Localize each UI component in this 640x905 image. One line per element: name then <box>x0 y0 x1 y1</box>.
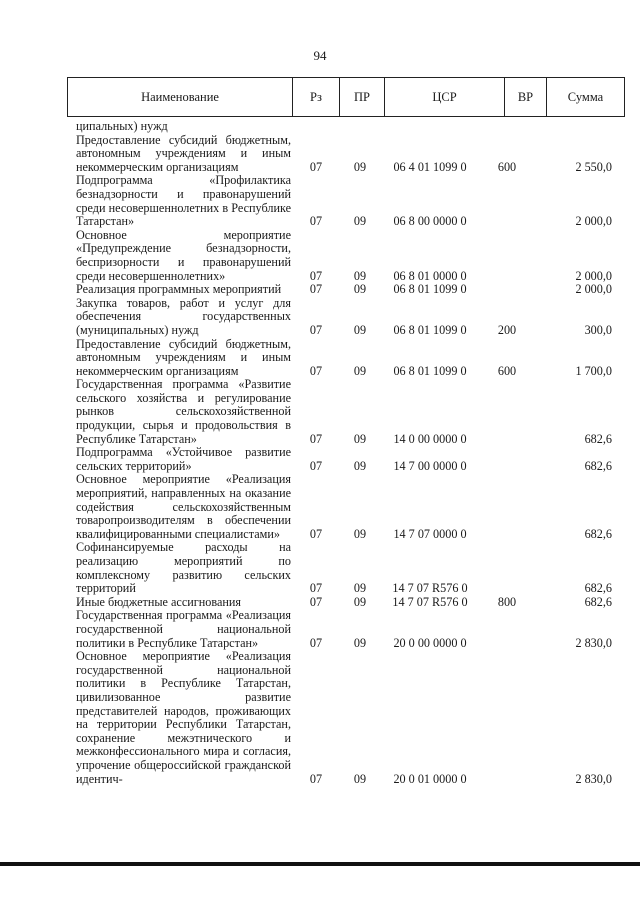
row-name: Подпрограмма «Устойчивое развитие сельских территорий» <box>76 445 291 473</box>
row-sum: 2 000,0 <box>575 268 612 283</box>
table-row <box>76 609 616 650</box>
row-pr: 09 <box>353 322 367 337</box>
row-rz: 07 <box>309 594 323 609</box>
row-pr: 09 <box>353 458 367 473</box>
row-pr: 09 <box>353 159 367 174</box>
row-sum: 682,6 <box>584 594 612 609</box>
header-name: Наименование <box>68 78 293 117</box>
header-rz: Рз <box>293 78 340 117</box>
row-csr: 06 8 01 0000 0 <box>393 268 467 283</box>
row-rz: 07 <box>309 458 323 473</box>
row-csr: 14 7 00 0000 0 <box>393 458 467 473</box>
row-rz: 07 <box>309 526 323 541</box>
row-name: Предоставление субсидий бюджетным, автономным учреждениям и иным некоммерческим организациям <box>76 336 291 378</box>
row-pr: 09 <box>353 771 367 786</box>
page-number: 94 <box>313 48 327 63</box>
row-rz: 07 <box>309 771 323 786</box>
scan-edge-bar <box>0 862 640 866</box>
row-csr: 20 0 00 0000 0 <box>393 635 467 650</box>
header-pr: ПР <box>340 78 385 117</box>
row-pr: 09 <box>353 363 367 378</box>
row-pr: 09 <box>353 214 367 229</box>
row-rz: 07 <box>309 268 323 283</box>
row-csr: 14 7 07 R576 0 <box>392 581 468 596</box>
row-sum: 2 550,0 <box>575 159 612 174</box>
row-sum: 2 000,0 <box>575 214 612 229</box>
row-vr: 600 <box>497 159 517 174</box>
header-csr: ЦСР <box>385 78 505 117</box>
row-rz: 07 <box>309 431 323 446</box>
row-rz: 07 <box>309 214 323 229</box>
header-vr: ВР <box>505 78 547 117</box>
table-row <box>76 378 616 446</box>
table-header <box>67 77 625 117</box>
row-name: Предоставление субсидий бюджетным, автономным учреждениям и иным некоммерческим организациям <box>76 132 291 174</box>
row-name: Государственная программа «Реализация государственной национальной политики в Республике Татарстан» <box>76 608 291 650</box>
table-row <box>76 473 616 541</box>
row-rz: 07 <box>309 322 323 337</box>
row-name: Иные бюджетные ассигнования <box>76 594 242 609</box>
row-rz: 07 <box>309 581 323 596</box>
row-vr: 200 <box>497 322 517 337</box>
table-row <box>76 283 616 297</box>
table-row <box>76 229 616 283</box>
row-rz: 07 <box>309 282 323 297</box>
row-pr: 09 <box>353 635 367 650</box>
table-row <box>76 134 616 175</box>
row-csr: 14 0 00 0000 0 <box>393 431 467 446</box>
row-rz: 07 <box>309 635 323 650</box>
row-name: Реализация программных мероприятий <box>76 282 282 297</box>
row-name: ципальных) нужд <box>76 119 168 133</box>
row-name: Закупка товаров, работ и услуг для обеспечения государственных (муниципальных) нужд <box>76 295 291 337</box>
row-sum: 682,6 <box>584 458 612 473</box>
table-row <box>76 541 616 595</box>
row-name: Софинансируемые расходы на реализацию мероприятий по комплексному развитию сельских территорий <box>76 540 291 596</box>
table-row <box>76 446 616 473</box>
row-csr: 14 7 07 R576 0 <box>392 594 468 609</box>
row-name: Подпрограмма «Профилактика безнадзорности и правонарушений среди несовершеннолетних в Республике Татарстан» <box>76 173 291 229</box>
row-csr: 06 8 01 1099 0 <box>393 282 467 297</box>
row-rz: 07 <box>309 159 323 174</box>
row-name: Основное мероприятие «Предупреждение безнадзорности, беспризорности и правонарушений среди несовершеннолетних» <box>76 227 291 283</box>
row-sum: 682,6 <box>584 581 612 596</box>
row-name: Основное мероприятие «Реализация мероприятий, направленных на оказание содействия сельскохозяйственным товаропроизводителям в обеспечении квалифицированными специалистами» <box>76 472 291 541</box>
table-row <box>76 650 616 786</box>
row-sum: 2 830,0 <box>575 635 612 650</box>
row-vr: 800 <box>497 594 517 609</box>
table-row <box>76 596 616 610</box>
table-body <box>76 120 616 786</box>
row-pr: 09 <box>353 594 367 609</box>
row-sum: 300,0 <box>584 322 612 337</box>
row-pr: 09 <box>353 526 367 541</box>
row-csr: 20 0 01 0000 0 <box>393 771 467 786</box>
row-csr: 14 7 07 0000 0 <box>393 526 467 541</box>
row-vr: 600 <box>497 363 517 378</box>
row-csr: 06 8 00 0000 0 <box>393 214 467 229</box>
row-sum: 682,6 <box>584 526 612 541</box>
row-sum: 682,6 <box>584 431 612 446</box>
row-csr: 06 8 01 1099 0 <box>393 363 467 378</box>
table-row <box>76 174 616 228</box>
table-row <box>76 297 616 338</box>
row-csr: 06 4 01 1099 0 <box>393 159 467 174</box>
row-csr: 06 8 01 1099 0 <box>393 322 467 337</box>
row-rz: 07 <box>309 363 323 378</box>
row-pr: 09 <box>353 282 367 297</box>
row-sum: 2 830,0 <box>575 771 612 786</box>
row-name: Государственная программа «Развитие сельского хозяйства и регулирование рынков сельскохозяйственной продукции, сырья и продовольствия в Республике Татарстан» <box>76 377 291 446</box>
table-row <box>76 338 616 379</box>
row-pr: 09 <box>353 581 367 596</box>
row-sum: 2 000,0 <box>575 282 612 297</box>
row-name: Основное мероприятие «Реализация государственной национальной политики в Республике Татарстан, цивилизованное развитие представителей народов, проживающих на территории Республики Татарстан, сохранение межэтнического и межконфессионального мира и согласия, упрочение общероссийской гражданской идентич- <box>76 649 291 786</box>
table-row <box>76 120 616 134</box>
header-sum: Сумма <box>547 78 625 117</box>
row-pr: 09 <box>353 431 367 446</box>
row-sum: 1 700,0 <box>575 363 612 378</box>
row-pr: 09 <box>353 268 367 283</box>
